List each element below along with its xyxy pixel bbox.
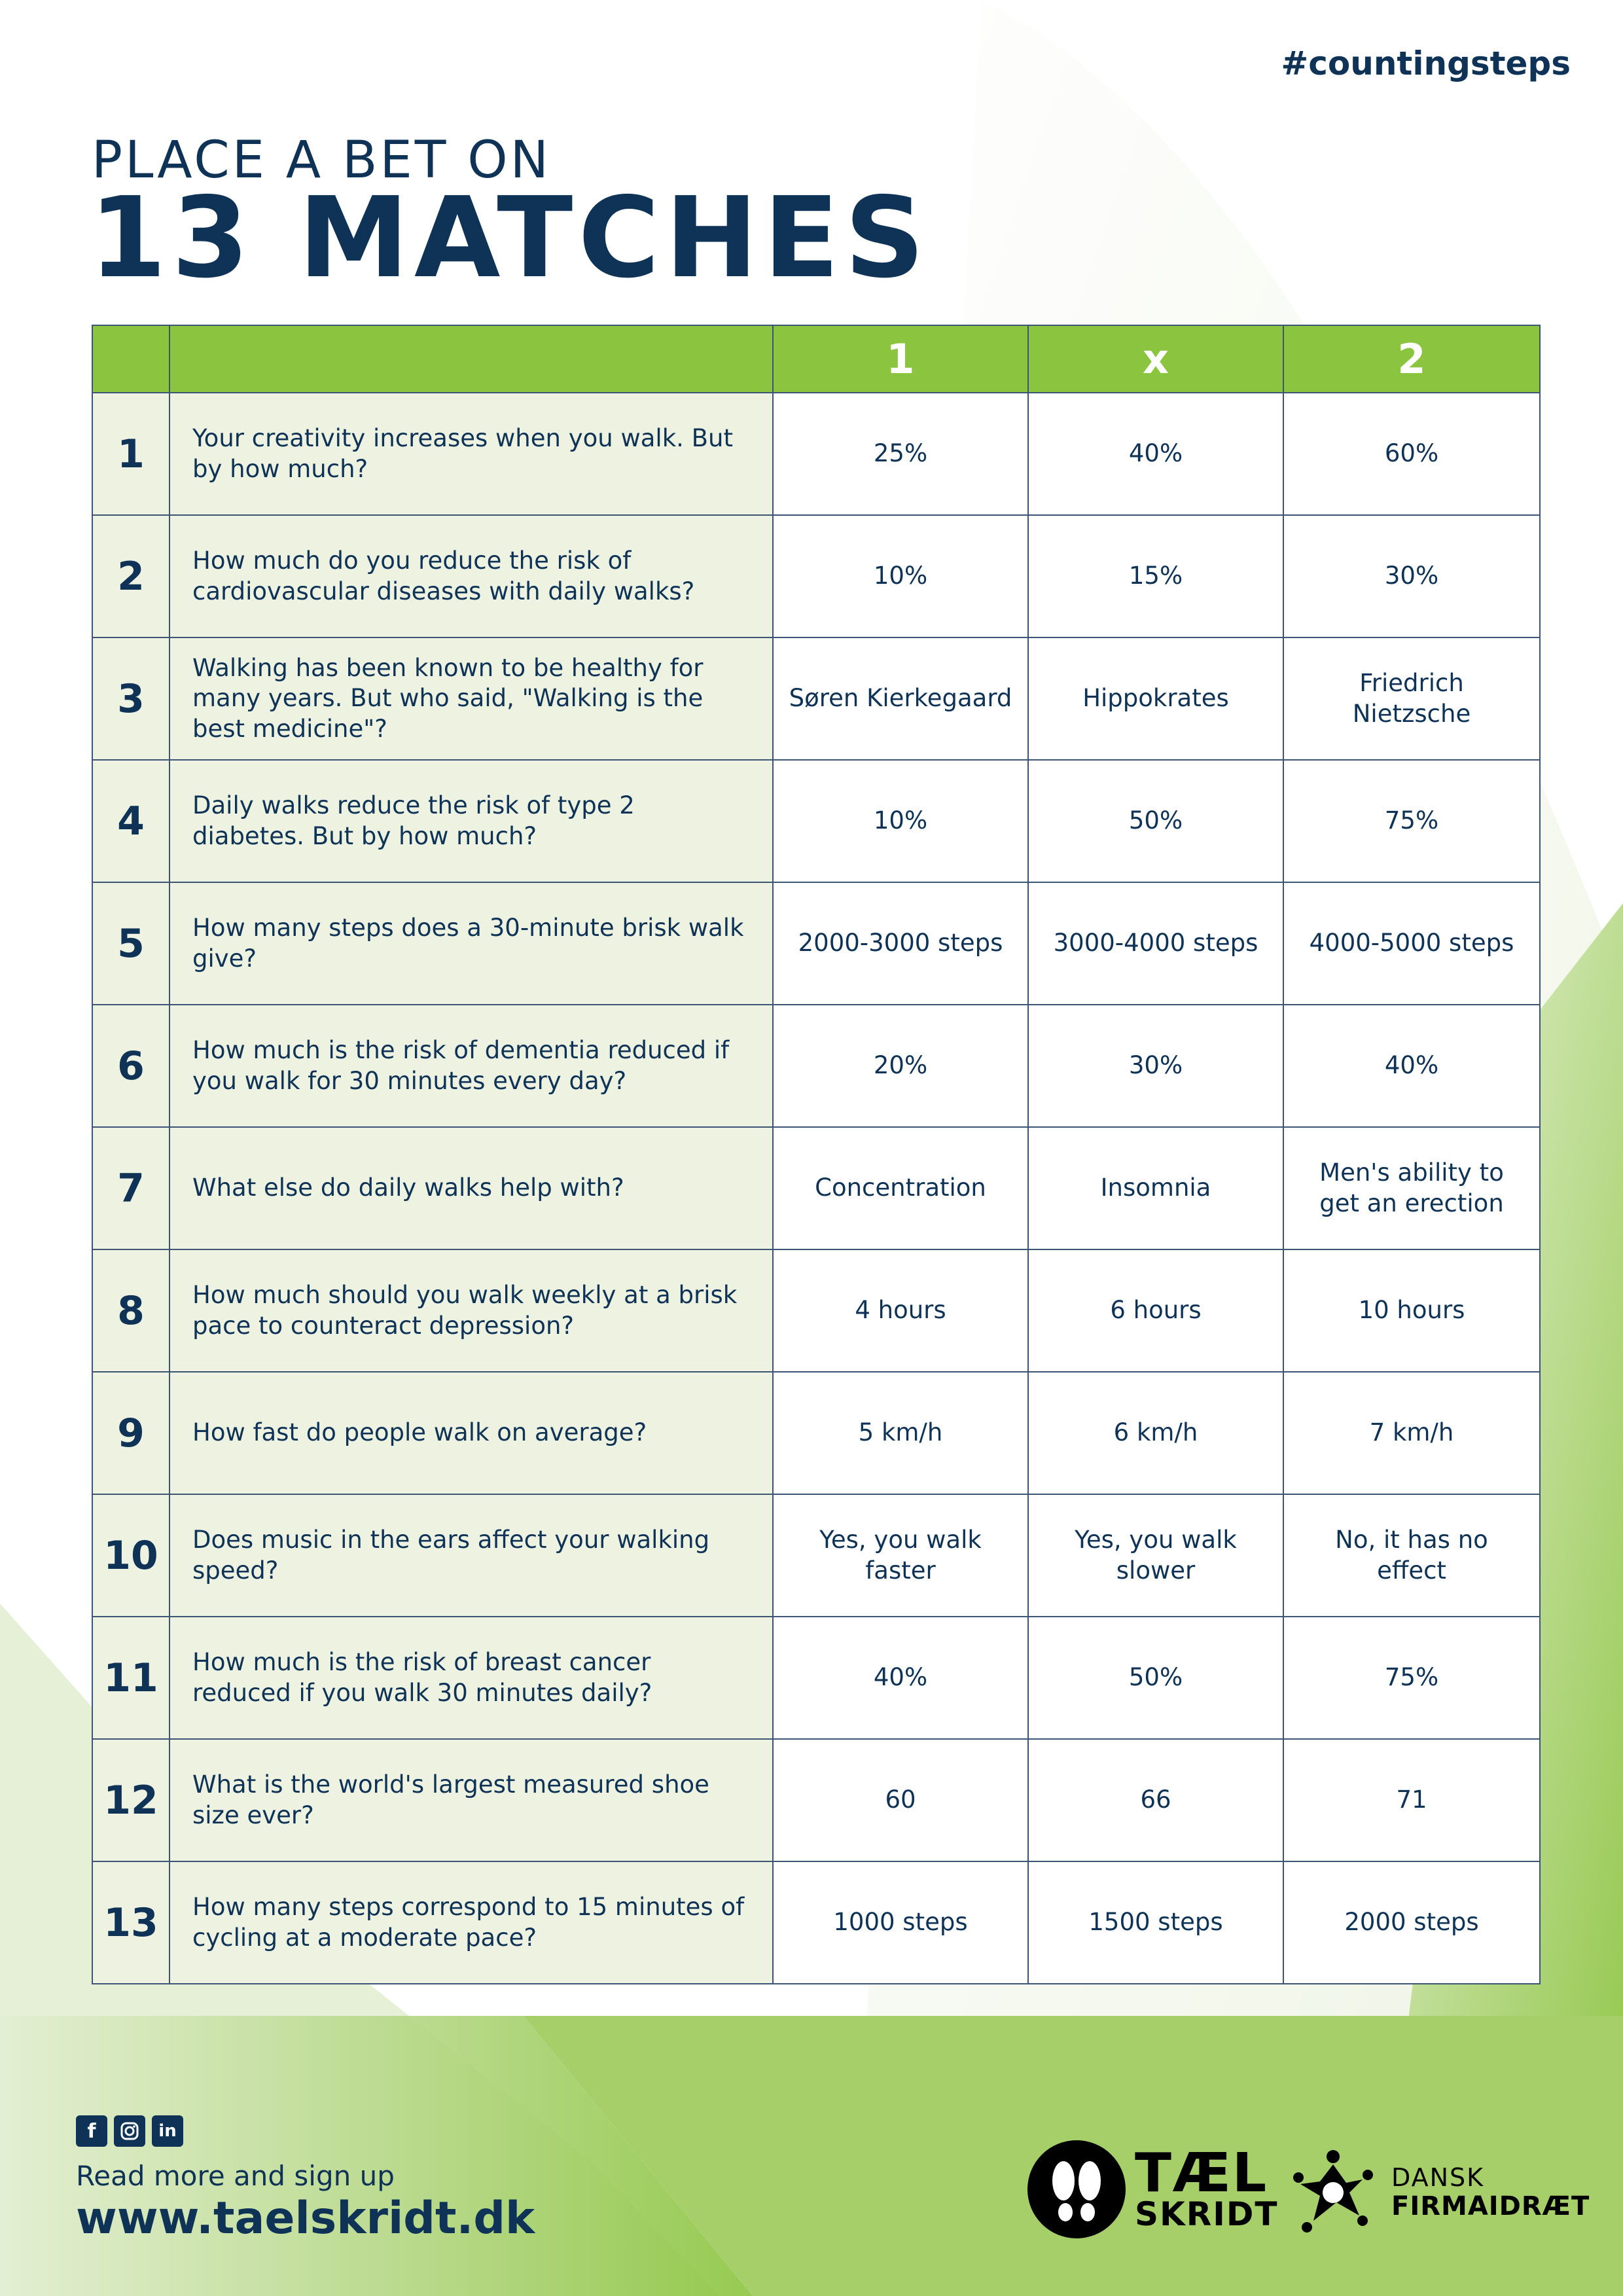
option-x[interactable]: Insomnia — [1028, 1127, 1283, 1249]
header-option-x: x — [1028, 325, 1283, 393]
match-number: 13 — [92, 1861, 169, 1984]
table-row — [92, 1739, 1540, 1861]
option-x[interactable]: Hippokrates — [1028, 637, 1283, 760]
read-more-text: Read more and sign up — [76, 2160, 395, 2192]
option-2[interactable]: 60% — [1283, 393, 1540, 515]
option-2[interactable]: 2000 steps — [1283, 1861, 1540, 1984]
table-row — [92, 760, 1540, 882]
option-2[interactable]: 40% — [1283, 1005, 1540, 1127]
title-small: PLACE A BET ON — [92, 131, 551, 190]
table-row — [92, 1005, 1540, 1127]
match-number: 10 — [92, 1494, 169, 1617]
option-1[interactable]: 2000-3000 steps — [773, 882, 1028, 1005]
option-x[interactable]: Yes, you walk slower — [1028, 1494, 1283, 1617]
option-2[interactable]: 75% — [1283, 760, 1540, 882]
header-option-1: 1 — [773, 325, 1028, 393]
table-row — [92, 1494, 1540, 1617]
table-row — [92, 1861, 1540, 1984]
match-question: How much is the risk of dementia reduced if you walk for 30 minutes every day? — [169, 1005, 773, 1127]
match-number: 7 — [92, 1127, 169, 1249]
table-row — [92, 1127, 1540, 1249]
option-1[interactable]: 10% — [773, 760, 1028, 882]
match-question: Your creativity increases when you walk. But by how much? — [169, 393, 773, 515]
option-x[interactable]: 66 — [1028, 1739, 1283, 1861]
match-question: Does music in the ears affect your walking speed? — [169, 1494, 773, 1617]
option-1[interactable]: 4 hours — [773, 1249, 1028, 1372]
page-title: 13 MATCHES — [89, 173, 930, 303]
table-row — [92, 1249, 1540, 1372]
match-question: What is the world's largest measured shoe size ever? — [169, 1739, 773, 1861]
match-question: How many steps does a 30-minute brisk walk give? — [169, 882, 773, 1005]
option-x[interactable]: 50% — [1028, 760, 1283, 882]
taelskridt-logo-line1: TÆL — [1135, 2142, 1268, 2205]
option-2[interactable]: 4000-5000 steps — [1283, 882, 1540, 1005]
taelskridt-logo-line2: SKRIDT — [1135, 2195, 1279, 2234]
linkedin-icon[interactable]: in — [152, 2115, 183, 2147]
bet-table — [92, 325, 1541, 1984]
star-figures-icon — [1284, 2144, 1382, 2242]
option-1[interactable]: 25% — [773, 393, 1028, 515]
option-x[interactable]: 1500 steps — [1028, 1861, 1283, 1984]
option-2[interactable]: 71 — [1283, 1739, 1540, 1861]
header-question — [169, 325, 773, 393]
match-number: 3 — [92, 637, 169, 760]
match-number: 9 — [92, 1372, 169, 1494]
table-header-row — [92, 325, 1540, 393]
option-1[interactable]: Yes, you walk faster — [773, 1494, 1028, 1617]
header-num — [92, 325, 169, 393]
option-1[interactable]: 40% — [773, 1617, 1028, 1739]
match-question: How much is the risk of breast cancer reduced if you walk 30 minutes daily? — [169, 1617, 773, 1739]
instagram-icon[interactable] — [114, 2115, 145, 2147]
option-2[interactable]: 30% — [1283, 515, 1540, 637]
option-1[interactable]: 5 km/h — [773, 1372, 1028, 1494]
option-x[interactable]: 40% — [1028, 393, 1283, 515]
hashtag: #countingsteps — [1281, 45, 1571, 82]
taelskridt-logo — [1027, 2140, 1278, 2238]
match-question: How much should you walk weekly at a brisk pace to counteract depression? — [169, 1249, 773, 1372]
option-x[interactable]: 50% — [1028, 1617, 1283, 1739]
match-number: 4 — [92, 760, 169, 882]
option-x[interactable]: 30% — [1028, 1005, 1283, 1127]
facebook-icon[interactable]: f — [76, 2115, 107, 2147]
option-2[interactable]: Men's ability to get an erection — [1283, 1127, 1540, 1249]
option-1[interactable]: Søren Kierkegaard — [773, 637, 1028, 760]
match-question: How much do you reduce the risk of cardiovascular diseases with daily walks? — [169, 515, 773, 637]
match-number: 6 — [92, 1005, 169, 1127]
option-1[interactable]: 10% — [773, 515, 1028, 637]
table-row — [92, 882, 1540, 1005]
option-1[interactable]: 60 — [773, 1739, 1028, 1861]
dansk-firmaidraet-logo-line1: DANSK — [1391, 2163, 1485, 2193]
option-x[interactable]: 3000-4000 steps — [1028, 882, 1283, 1005]
option-x[interactable]: 15% — [1028, 515, 1283, 637]
match-number: 1 — [92, 393, 169, 515]
website-link[interactable]: www.taelskridt.dk — [76, 2193, 535, 2244]
option-2[interactable]: No, it has no effect — [1283, 1494, 1540, 1617]
option-1[interactable]: Concentration — [773, 1127, 1028, 1249]
footprints-icon — [1027, 2140, 1126, 2238]
table-row — [92, 637, 1540, 760]
option-x[interactable]: 6 km/h — [1028, 1372, 1283, 1494]
table-row — [92, 1372, 1540, 1494]
table-row — [92, 1617, 1540, 1739]
social-icons — [76, 2115, 183, 2147]
dansk-firmaidraet-logo — [1284, 2144, 1590, 2242]
match-number: 5 — [92, 882, 169, 1005]
dansk-firmaidraet-logo-line2: FIRMAIDRÆT — [1391, 2191, 1590, 2221]
match-number: 8 — [92, 1249, 169, 1372]
option-1[interactable]: 20% — [773, 1005, 1028, 1127]
option-2[interactable]: 7 km/h — [1283, 1372, 1540, 1494]
match-number: 11 — [92, 1617, 169, 1739]
match-question: Daily walks reduce the risk of type 2 diabetes. But by how much? — [169, 760, 773, 882]
option-1[interactable]: 1000 steps — [773, 1861, 1028, 1984]
option-2[interactable]: 10 hours — [1283, 1249, 1540, 1372]
table-row — [92, 393, 1540, 515]
header-option-2: 2 — [1283, 325, 1540, 393]
table-row — [92, 515, 1540, 637]
match-question: What else do daily walks help with? — [169, 1127, 773, 1249]
match-question: Walking has been known to be healthy for many years. But who said, "Walking is the best medicine"? — [169, 637, 773, 760]
option-2[interactable]: Friedrich Nietzsche — [1283, 637, 1540, 760]
option-x[interactable]: 6 hours — [1028, 1249, 1283, 1372]
match-question: How fast do people walk on average? — [169, 1372, 773, 1494]
match-number: 2 — [92, 515, 169, 637]
option-2[interactable]: 75% — [1283, 1617, 1540, 1739]
match-number: 12 — [92, 1739, 169, 1861]
match-question: How many steps correspond to 15 minutes of cycling at a moderate pace? — [169, 1861, 773, 1984]
